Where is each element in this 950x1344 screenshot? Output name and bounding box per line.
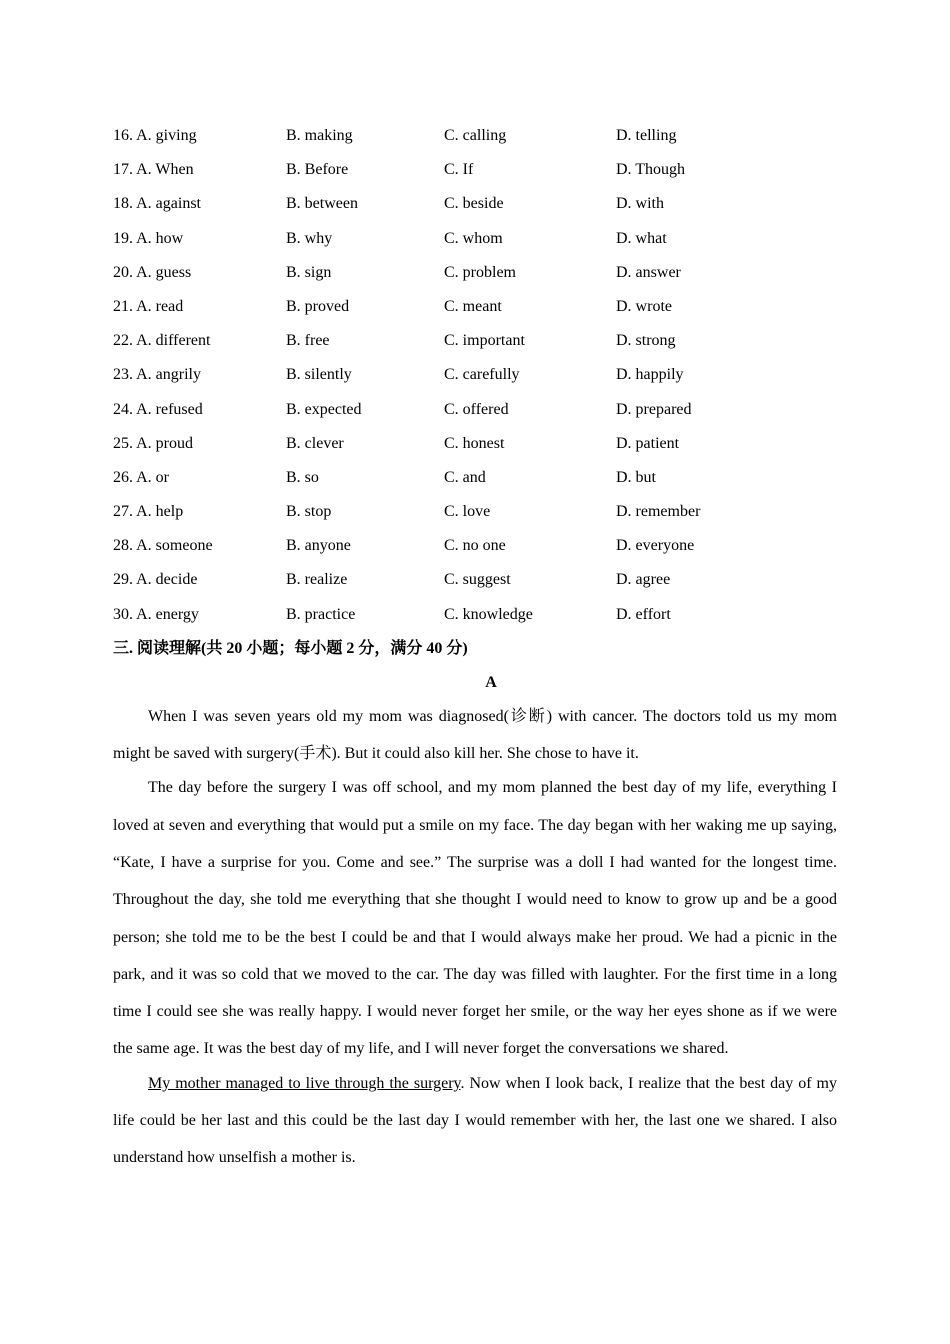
option-row-16 [113, 125, 837, 159]
option-c: C. important [444, 332, 525, 350]
option-b: B. anyone [286, 537, 351, 555]
option-b: B. silently [286, 366, 352, 384]
option-b: B. why [286, 229, 333, 247]
underlined-sentence: My mother managed to live through the surgery [148, 1074, 461, 1092]
option-row-22 [113, 330, 837, 364]
option-a: 30. A. energy [113, 605, 199, 623]
option-d: D. everyone [616, 537, 695, 555]
option-c: C. offered [444, 400, 509, 418]
cloze-options-list [113, 125, 837, 638]
option-row-28 [113, 535, 837, 569]
option-d: D. wrote [616, 297, 672, 315]
option-b: B. making [286, 127, 353, 144]
passage-paragraph-1: When I was seven years old my mom was diagnosed(诊断) with cancer. The doctors told us my mom might be saved with surgery(手术). But it could also kill her. She chose to have it. [113, 707, 837, 763]
option-c: C. knowledge [444, 605, 533, 623]
option-b: B. clever [286, 434, 344, 452]
option-c: C. whom [444, 229, 503, 247]
option-b: B. free [286, 332, 330, 350]
option-a: 25. A. proud [113, 434, 193, 452]
option-d: D. strong [616, 332, 676, 350]
option-d: D. with [616, 195, 664, 213]
option-a: 26. A. or [113, 468, 169, 486]
option-row-23 [113, 364, 837, 398]
option-d: D. answer [616, 263, 681, 281]
option-a: 20. A. guess [113, 263, 192, 281]
option-d: D. remember [616, 503, 701, 521]
option-a: 22. A. different [113, 332, 211, 350]
option-a: 21. A. read [113, 297, 184, 315]
option-row-24 [113, 399, 837, 433]
option-c: C. If [444, 161, 474, 179]
option-b: B. practice [286, 605, 356, 623]
option-c: C. love [444, 503, 491, 521]
option-b: B. Before [286, 161, 349, 179]
option-row-29 [113, 569, 837, 603]
option-c: C. suggest [444, 571, 511, 589]
exam-page [113, 125, 837, 1177]
option-b: B. so [286, 468, 319, 486]
option-c: C. problem [444, 263, 516, 281]
option-b: B. sign [286, 263, 332, 281]
paragraph-3-rest: . Now when I look back, I realize that the best day of my life could be her last and this could be the last day I would remember with her, the last one we shared. I also understand how unselfish a mother is. [113, 1074, 837, 1167]
option-d: D. what [616, 229, 667, 247]
option-d: D. agree [616, 571, 671, 589]
option-b: B. proved [286, 297, 350, 315]
option-row-25 [113, 433, 837, 467]
option-row-17 [113, 159, 837, 193]
option-d: D. Though [616, 161, 686, 179]
option-row-18 [113, 193, 837, 227]
option-d: D. happily [616, 366, 684, 384]
option-d: D. patient [616, 434, 680, 452]
option-a: 18. A. against [113, 195, 201, 213]
option-c: C. no one [444, 537, 506, 555]
option-a: 23. A. angrily [113, 366, 201, 384]
option-a: 27. A. help [113, 503, 184, 521]
option-a: 16. A. giving [113, 127, 197, 144]
passage-title: A [485, 673, 497, 691]
option-d: D. prepared [616, 400, 692, 418]
option-row-26 [113, 467, 837, 501]
option-a: 19. A. how [113, 229, 184, 247]
option-c: C. honest [444, 434, 505, 452]
option-a: 29. A. decide [113, 571, 198, 589]
option-a: 17. A. When [113, 161, 194, 179]
option-a: 28. A. someone [113, 537, 213, 555]
option-b: B. between [286, 195, 358, 213]
option-row-19 [113, 228, 837, 262]
passage-paragraph-3 [113, 1065, 837, 1177]
option-c: C. beside [444, 195, 504, 213]
option-d: D. telling [616, 127, 677, 144]
option-b: B. realize [286, 571, 348, 589]
option-b: B. stop [286, 503, 332, 521]
option-row-20 [113, 262, 837, 296]
option-b: B. expected [286, 400, 362, 418]
option-c: C. carefully [444, 366, 520, 384]
option-row-30 [113, 604, 837, 638]
option-d: D. effort [616, 605, 671, 623]
option-a: 24. A. refused [113, 400, 203, 418]
section-heading: 三. 阅读理解(共 20 小题；每小题 2 分，满分 40 分) [113, 639, 468, 657]
option-c: C. meant [444, 297, 502, 315]
option-c: C. and [444, 468, 486, 486]
option-c: C. calling [444, 127, 507, 144]
option-d: D. but [616, 468, 656, 486]
passage-paragraph-2: The day before the surgery I was off school, and my mom planned the best day of my life, everything I loved at seven and everything that would put a smile on my face. The day began with her waking me up saying, “Kate, I have a surprise for you. Come and see.” The surprise was a doll I had wanted for the longest time. Throughout the day, she told me everything that she thought I would need to know to grow up and be a good person; she told me to be the best I could be and that I would always make her proud. We had a picnic in the park, and it was so cold that we moved to the car. The day was filled with laughter. For the first time in a long time I could see she was really happy. I would never forget her smile, or the way her eyes shone as if we were the same age. It was the best day of my life, and I will never forget the conversations we shared. [113, 779, 837, 1058]
option-row-27 [113, 501, 837, 535]
option-row-21 [113, 296, 837, 330]
